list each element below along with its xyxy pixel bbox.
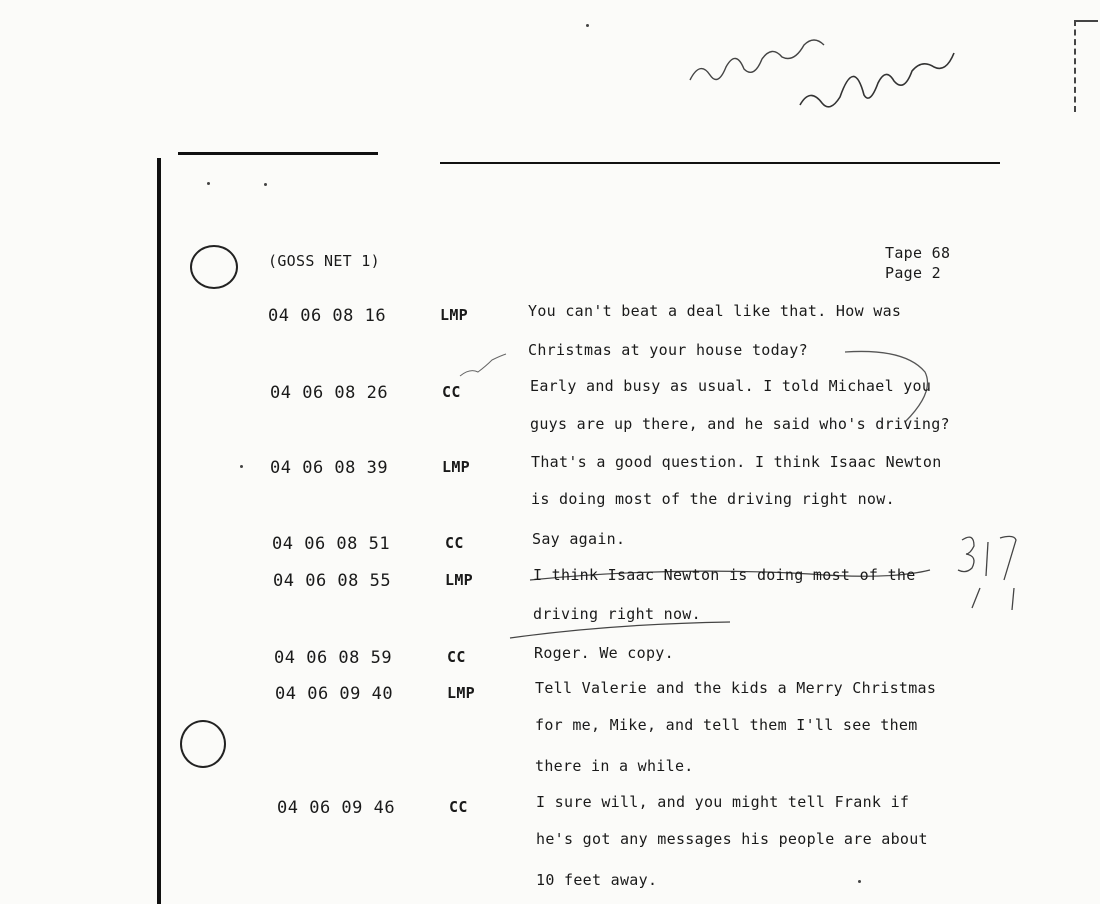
entry-text-line: Tell Valerie and the kids a Merry Christmas xyxy=(535,679,937,697)
punch-hole-bottom xyxy=(180,720,226,768)
handwritten-annotation xyxy=(680,10,1020,120)
entry-text-line: Roger. We copy. xyxy=(534,644,674,662)
entry-speaker: CC xyxy=(445,534,464,552)
entry-text-line: That's a good question. I think Isaac Newton xyxy=(531,453,942,471)
speck xyxy=(264,183,267,186)
entry-speaker: CC xyxy=(447,648,466,666)
entry-speaker: LMP xyxy=(447,684,475,702)
top-rule-left xyxy=(178,152,378,155)
entry-time: 04 06 08 59 xyxy=(274,648,393,668)
top-rule-right xyxy=(440,162,1000,164)
entry-time: 04 06 08 55 xyxy=(273,571,392,591)
speck xyxy=(858,880,861,883)
entry-speaker: LMP xyxy=(440,306,468,324)
entry-time: 04 06 09 46 xyxy=(277,798,396,818)
entry-text-line: is doing most of the driving right now. xyxy=(531,490,895,508)
entry-text-line: I think Isaac Newton is doing most of the xyxy=(533,566,916,584)
entry-text-line: guys are up there, and he said who's driving? xyxy=(530,415,950,433)
entry-speaker: LMP xyxy=(445,571,473,589)
entry-text-line: 10 feet away. xyxy=(536,871,658,889)
entry-time: 04 06 08 51 xyxy=(272,534,391,554)
network-label: (GOSS NET 1) xyxy=(268,252,380,270)
entry-speaker: CC xyxy=(442,383,461,401)
entry-text-line: Christmas at your house today? xyxy=(528,341,808,359)
entry-time: 04 06 09 40 xyxy=(275,684,394,704)
entry-speaker: LMP xyxy=(442,458,470,476)
speck xyxy=(586,24,589,27)
entry-speaker: CC xyxy=(449,798,468,816)
entry-text-line: Early and busy as usual. I told Michael you xyxy=(530,377,932,395)
entry-text-line: there in a while. xyxy=(535,757,694,775)
left-page-edge xyxy=(157,158,161,904)
entry-text-line: for me, Mike, and tell them I'll see them xyxy=(535,716,918,734)
entry-text-line: driving right now. xyxy=(533,605,701,623)
speck xyxy=(240,465,243,468)
right-margin-mark xyxy=(1074,20,1098,112)
entry-time: 04 06 08 39 xyxy=(270,458,389,478)
speck xyxy=(207,182,210,185)
entry-text-line: You can't beat a deal like that. How was xyxy=(528,302,902,320)
punch-hole-top xyxy=(190,245,238,289)
entry-text-line: he's got any messages his people are about xyxy=(536,830,928,848)
entry-time: 04 06 08 26 xyxy=(270,383,389,403)
entry-text-line: I sure will, and you might tell Frank if xyxy=(536,793,910,811)
tape-number: Tape 68 xyxy=(885,244,951,262)
entry-time: 04 06 08 16 xyxy=(268,306,387,326)
page-number: Page 2 xyxy=(885,264,941,282)
entry-text-line: Say again. xyxy=(532,530,626,548)
